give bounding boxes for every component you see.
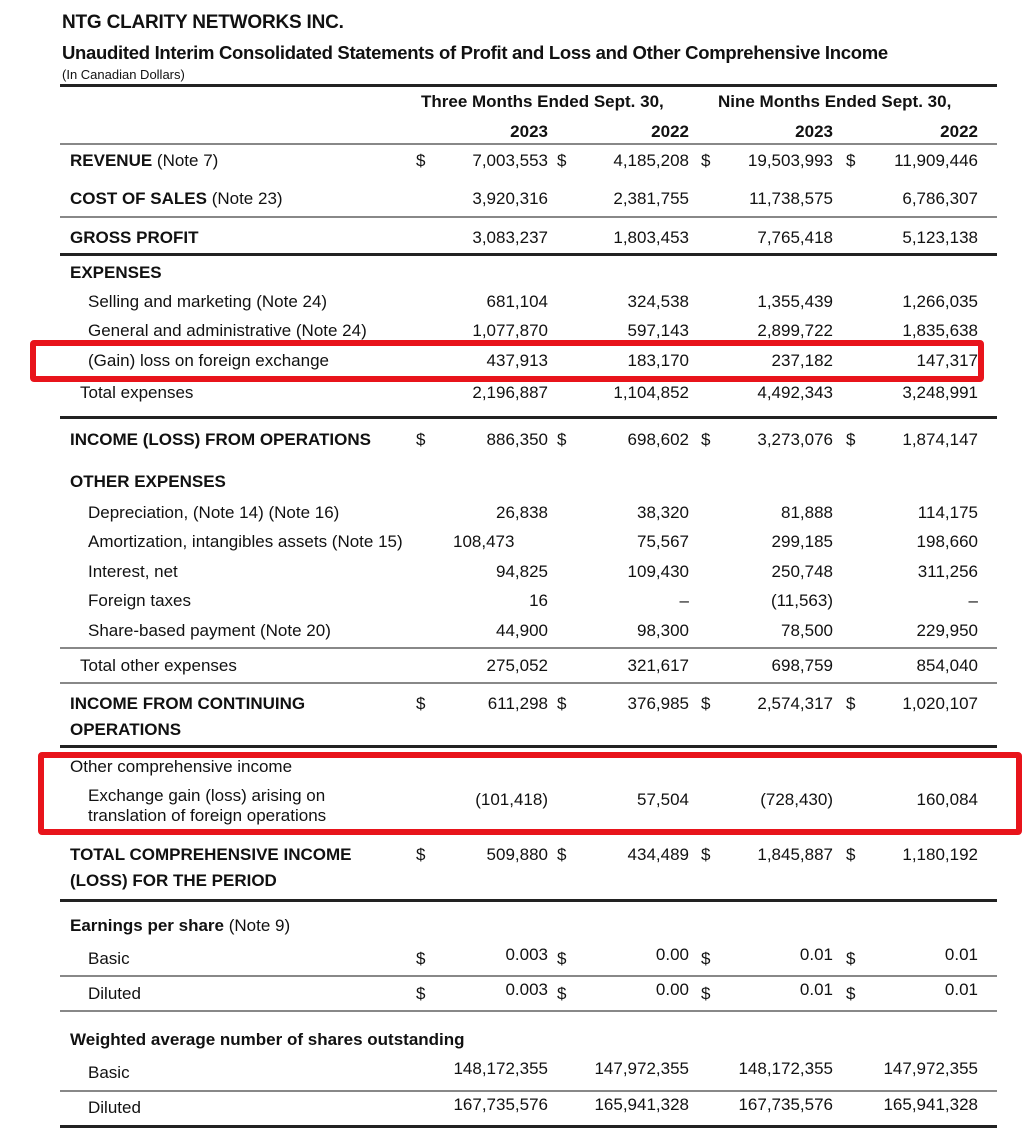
header-year: 2023 (795, 122, 833, 141)
row-label: INCOME FROM CONTINUING (70, 694, 306, 713)
row-label: Foreign taxes (88, 591, 191, 610)
currency-symbol: $ (846, 845, 856, 864)
value-cell: 11,738,575 (749, 189, 833, 208)
value-cell: 4,185,208 (613, 151, 689, 170)
value-cell: 1,835,638 (902, 321, 978, 340)
value-cell: (728,430) (760, 790, 833, 809)
divider (60, 745, 997, 748)
row-label: TOTAL COMPREHENSIVE INCOME (70, 845, 352, 864)
value-cell: 0.01 (944, 980, 978, 999)
value-cell: 0.01 (944, 945, 978, 964)
currency-symbol: $ (416, 949, 426, 968)
row-label: Amortization, intangibles assets (Note 15) (88, 532, 403, 551)
value-cell: 109,430 (627, 562, 689, 581)
header-year: 2023 (510, 122, 548, 141)
statement-title: Unaudited Interim Consolidated Statements of Profit and Loss and Other Comprehensive Income (62, 42, 888, 63)
value-cell: 57,504 (637, 790, 689, 809)
row-label: GROSS PROFIT (70, 228, 199, 247)
currency-symbol: $ (846, 984, 856, 1003)
row-label: Total other expenses (80, 656, 237, 675)
value-cell: 324,538 (627, 292, 689, 311)
value-cell: 3,083,237 (472, 228, 548, 247)
value-cell: 2,899,722 (757, 321, 833, 340)
header-nine-months: Nine Months Ended Sept. 30, (718, 92, 952, 111)
value-cell: 0.01 (799, 980, 833, 999)
currency-symbol: $ (557, 430, 567, 449)
value-cell: 1,355,439 (757, 292, 833, 311)
value-cell: 1,845,887 (757, 845, 833, 864)
value-cell: 698,759 (771, 656, 833, 675)
value-cell: 0.00 (655, 945, 689, 964)
row-label: REVENUE (Note 7) (70, 151, 219, 170)
value-cell: 7,003,553 (472, 151, 548, 170)
value-cell: – (679, 591, 689, 610)
row-label: Other comprehensive income (70, 757, 293, 776)
value-cell: 81,888 (781, 503, 833, 522)
value-cell: 94,825 (496, 562, 548, 581)
value-cell: 1,104,852 (613, 383, 689, 402)
value-cell: 147,972,355 (594, 1059, 689, 1078)
currency-symbol: $ (701, 694, 711, 713)
row-label: OTHER EXPENSES (70, 472, 226, 491)
value-cell: 3,248,991 (902, 383, 978, 402)
value-cell: 437,913 (486, 351, 548, 370)
value-cell: 165,941,328 (594, 1095, 689, 1114)
row-label: Diluted (88, 1098, 141, 1117)
value-cell: 299,185 (771, 532, 833, 551)
currency-symbol: $ (416, 430, 426, 449)
currency-symbol: $ (701, 845, 711, 864)
header-year: 2022 (940, 122, 978, 141)
value-cell: 148,172,355 (738, 1059, 833, 1078)
row-label: COST OF SALES (Note 23) (70, 189, 283, 208)
divider (60, 216, 997, 218)
value-cell: 611,298 (487, 694, 548, 713)
value-cell: 2,574,317 (757, 694, 833, 713)
value-cell: 98,300 (637, 621, 689, 640)
currency-symbol: $ (557, 694, 567, 713)
value-cell: 509,880 (486, 845, 548, 864)
value-cell: 44,900 (496, 621, 548, 640)
value-cell: 114,175 (917, 503, 978, 522)
divider (60, 143, 997, 145)
currency-symbol: $ (416, 845, 426, 864)
row-label: Interest, net (88, 562, 178, 581)
value-cell: 147,317 (916, 351, 978, 370)
value-cell: 1,077,870 (472, 321, 548, 340)
value-cell: 0.003 (505, 945, 548, 964)
currency-symbol: $ (701, 430, 711, 449)
value-cell: 38,320 (637, 503, 689, 522)
value-cell: 237,182 (771, 351, 833, 370)
value-cell: 5,123,138 (902, 228, 978, 247)
currency-symbol: $ (701, 984, 711, 1003)
row-label: INCOME (LOSS) FROM OPERATIONS (70, 430, 371, 449)
header-three-months: Three Months Ended Sept. 30, (421, 92, 664, 111)
value-cell: 19,503,993 (747, 151, 833, 170)
currency-symbol: $ (557, 151, 567, 170)
row-label: Exchange gain (loss) arising on translation of foreign operations (88, 786, 327, 825)
currency-symbol: $ (416, 984, 426, 1003)
currency-note: (In Canadian Dollars) (62, 67, 185, 82)
row-label: General and administrative (Note 24) (88, 321, 367, 340)
currency-symbol: $ (416, 694, 426, 713)
highlight-box (38, 752, 1022, 835)
value-cell: 26,838 (496, 503, 548, 522)
row-label: Basic (88, 1063, 130, 1082)
value-cell: 6,786,307 (902, 189, 978, 208)
currency-symbol: $ (846, 430, 856, 449)
highlight-box (30, 340, 984, 382)
currency-symbol: $ (846, 949, 856, 968)
value-cell: 1,180,192 (902, 845, 978, 864)
divider (60, 1090, 997, 1092)
value-cell: 1,874,147 (902, 430, 978, 449)
currency-symbol: $ (557, 984, 567, 1003)
value-cell: 229,950 (916, 621, 978, 640)
value-cell: 681,104 (486, 292, 548, 311)
currency-symbol: $ (846, 694, 856, 713)
value-cell: 75,567 (637, 532, 689, 551)
value-cell: 434,489 (627, 845, 689, 864)
value-cell: 165,941,328 (883, 1095, 978, 1114)
value-cell: 108,473 (453, 532, 515, 551)
row-label: (LOSS) FOR THE PERIOD (70, 871, 277, 890)
value-cell: 321,617 (627, 656, 689, 675)
value-cell: 167,735,576 (453, 1095, 548, 1114)
company-name: NTG CLARITY NETWORKS INC. (62, 12, 344, 33)
divider (60, 253, 997, 256)
value-cell: 250,748 (771, 562, 833, 581)
currency-symbol: $ (701, 949, 711, 968)
value-cell: 4,492,343 (757, 383, 833, 402)
value-cell: (101,418) (475, 790, 548, 809)
value-cell: 597,143 (627, 321, 689, 340)
row-label: Diluted (88, 984, 141, 1003)
value-cell: 147,972,355 (883, 1059, 978, 1078)
value-cell: 275,052 (486, 656, 548, 675)
value-cell: 1,803,453 (613, 228, 689, 247)
row-label: Earnings per share (Note 9) (70, 916, 291, 935)
value-cell: – (968, 591, 978, 610)
value-cell: 198,660 (916, 532, 978, 551)
divider (60, 1125, 997, 1128)
currency-symbol: $ (557, 845, 567, 864)
value-cell: 1,266,035 (902, 292, 978, 311)
value-cell: 698,602 (627, 430, 689, 449)
currency-symbol: $ (701, 151, 711, 170)
divider (60, 682, 997, 684)
currency-symbol: $ (416, 151, 426, 170)
divider (60, 647, 997, 649)
row-label: Total expenses (80, 383, 194, 402)
row-label: Share-based payment (Note 20) (88, 621, 331, 640)
value-cell: 3,920,316 (472, 189, 548, 208)
value-cell: 886,350 (486, 430, 548, 449)
value-cell: (11,563) (770, 591, 833, 610)
value-cell: 0.003 (505, 980, 548, 999)
value-cell: 0.00 (655, 980, 689, 999)
value-cell: 148,172,355 (453, 1059, 548, 1078)
row-label: EXPENSES (70, 263, 162, 282)
value-cell: 11,909,446 (894, 151, 978, 170)
value-cell: 2,196,887 (472, 383, 548, 402)
row-label: Depreciation, (Note 14) (Note 16) (88, 503, 340, 522)
row-label: Weighted average number of shares outstanding (70, 1030, 465, 1049)
value-cell: 376,985 (627, 694, 689, 713)
value-cell: 16 (529, 591, 548, 610)
value-cell: 183,170 (627, 351, 689, 370)
value-cell: 1,020,107 (902, 694, 978, 713)
currency-symbol: $ (557, 949, 567, 968)
currency-symbol: $ (846, 151, 856, 170)
row-label: OPERATIONS (70, 720, 182, 739)
value-cell: 0.01 (799, 945, 833, 964)
divider (60, 899, 997, 902)
value-cell: 311,256 (917, 562, 978, 581)
row-label: (Gain) loss on foreign exchange (88, 351, 329, 370)
value-cell: 7,765,418 (757, 228, 833, 247)
value-cell: 2,381,755 (613, 189, 689, 208)
row-label: Selling and marketing (Note 24) (88, 292, 328, 311)
header-year: 2022 (651, 122, 689, 141)
divider (60, 84, 997, 87)
value-cell: 78,500 (781, 621, 833, 640)
value-cell: 3,273,076 (757, 430, 833, 449)
divider (60, 1010, 997, 1012)
value-cell: 854,040 (916, 656, 978, 675)
divider (60, 416, 997, 419)
divider (60, 975, 997, 977)
value-cell: 167,735,576 (738, 1095, 833, 1114)
value-cell: 160,084 (916, 790, 978, 809)
row-label: Basic (88, 949, 130, 968)
